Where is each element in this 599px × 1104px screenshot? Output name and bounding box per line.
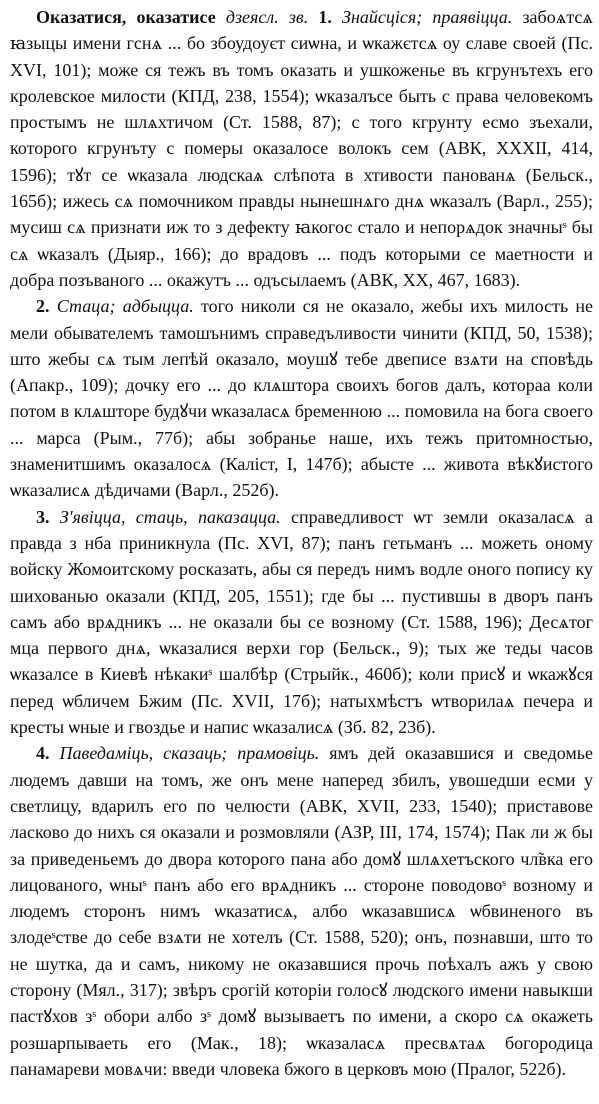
sense-3-paragraph xyxy=(10,504,593,741)
sense-number: 2. xyxy=(36,296,50,317)
sense-text: забоѧтсѧ ꙗзыцы имени гснѧ ... бо збоудоуєт сиѡна, и ѡкажєтсѧ оу славе своей (Пс. XVI, 101); може ся тежъ въ томъ оказать и ушкоженье въ кгрунътехъ его кролевское милости (КПД, 238, 1554); ѡказалъсе быть с права человекомъ простымъ не шлѧхтичом (Ст. 1588, 87); с того кгрунту есмо зъехали, которого кгрунъту с померы оказалосе волокъ сем (АВК, XXXII, 414, 1596); тꙋт се ѡказала людскаѧ слѣпота в хтивости панованѧ (Бельск., 165б); ижесь сѧ помочником правды нынешнѧго днѧ ѡказалъ (Варл., 255); мусиш сѧ признати иж то з дефекту ꙗкогос стало и непорѧдок значныˢ бы сѧ ѡказалъ (Дыяр., 166); до врадовъ ... подъ которыми се маетности и добра позъваного ... окажутъ ... одъсылаемъ (АВК, XX, 467, 1683). xyxy=(10,7,594,290)
sense-gloss: Стаца; адбыцца. xyxy=(56,296,194,317)
sense-gloss: Знайсціся; праявіцца. xyxy=(342,7,513,27)
part-of-speech: дзеясл. зв. xyxy=(225,7,309,27)
sense-text: справедливост ѡт земли оказаласѧ а правда з нба приникнула (Пс. XVI, 87); панъ гетьманъ ... можеть оному войску Жомоитскому росказать, абы ся передъ нимъ водле оного попису ку шихованью оказали (КПД, 205, 1551); где бы ... пустившы в дворъ панъ самъ або врѧдникъ ... не оказали бы се возному (Ст. 1588, 196); Десѧтог мца первого днѧ, ѡказалися верхи гор (Бельск., 9); тых же теды часов ѡказалсе в Киевѣ нѣкакиˢ шалбѣр (Стрыйк., 460б); коли присꙋ и ѡкажꙋся перед ѡбличем Бжим (Пс. XVII, 17б); натыхмѣстъ ѡтворилаѧ печера и кресты ѡные и гвоздье и напис ѡказалисѧ (Зб. 82, 23б). xyxy=(10,506,594,738)
sense-number: 3. xyxy=(36,506,50,527)
headword: Оказатися, оказатисе xyxy=(36,7,216,27)
sense-gloss: Паведаміць, сказаць; прамовіць. xyxy=(59,743,320,764)
sense-2-paragraph xyxy=(10,293,593,503)
sense-text: того николи ся не оказало, жебы ихъ милость не мели обывателемъ тамошънимъ справедъливости чинити (КПД, 50, 1538); што жебы сѧ тым лепѣй оказало, моушꙋ тебе двеписе взѧти на сповѣдь (Апакр., 109); дочку его ... до клѧштора своихъ богов далъ, котораа коли потом в клѧшторе будꙋчи ѡказаласѧ бременною ... помовила на бога своего ... марса (Рым., 77б); абы зобранье наше, ихъ тежъ притомностью, знаменитшимъ оказалосѧ (Каліст, I, 147б); абысте ... живота вѣкꙋистого ѡказалисѧ дѣдичами (Варл., 252б). xyxy=(10,296,594,501)
sense-1-paragraph xyxy=(10,4,593,293)
sense-number: 1. xyxy=(318,7,332,27)
sense-4-paragraph xyxy=(10,740,593,1082)
sense-number: 4. xyxy=(36,743,50,764)
dictionary-entry xyxy=(10,4,593,1082)
sense-gloss: З'явіцца, стаць, паказацца. xyxy=(59,506,281,527)
sense-text: ямъ дей оказавшися и сведомье людемъ давши на томъ, же онъ мене наперед збилъ, увошедши есми у светлицу, вдарилъ его по челюсти (АВК, XVII, 233, 1540); приставове ласково до нихъ ся оказали и розмовляли (АЗР, III, 174, 1574); Пак ли ж бы за приведеньемъ до двора которого пана або домꙋ шлѧхетъского чл̃вка его лицованого, ѡныˢ панъ або его врѧдникъ ... стороне поводовоˢ возному и людемъ сторонъ нимъ ѡказатисѧ, албо ѡказавшисѧ ѡбвиненого въ злодеˢстве до себе взѧти не хотелъ (Ст. 1588, 520); онъ, познавши, што то не шутка, да и самъ, никому не оказавшися прочь поѣхалъ ажъ у свою сторону (Мял., 317); звѣръ срогій которіи голосꙋ людского имени навыкши пастꙋхов зˢ обори албо зˢ домꙋ вызываетъ по имени, а скоро сѧ окажеть розшарпываеть его (Мак., 18); ѡказаласѧ пресвѧтаѧ богородица панамареви мовѧчи: введи чловека бжого в церковъ мою (Пралог, 522б). xyxy=(10,743,593,1079)
